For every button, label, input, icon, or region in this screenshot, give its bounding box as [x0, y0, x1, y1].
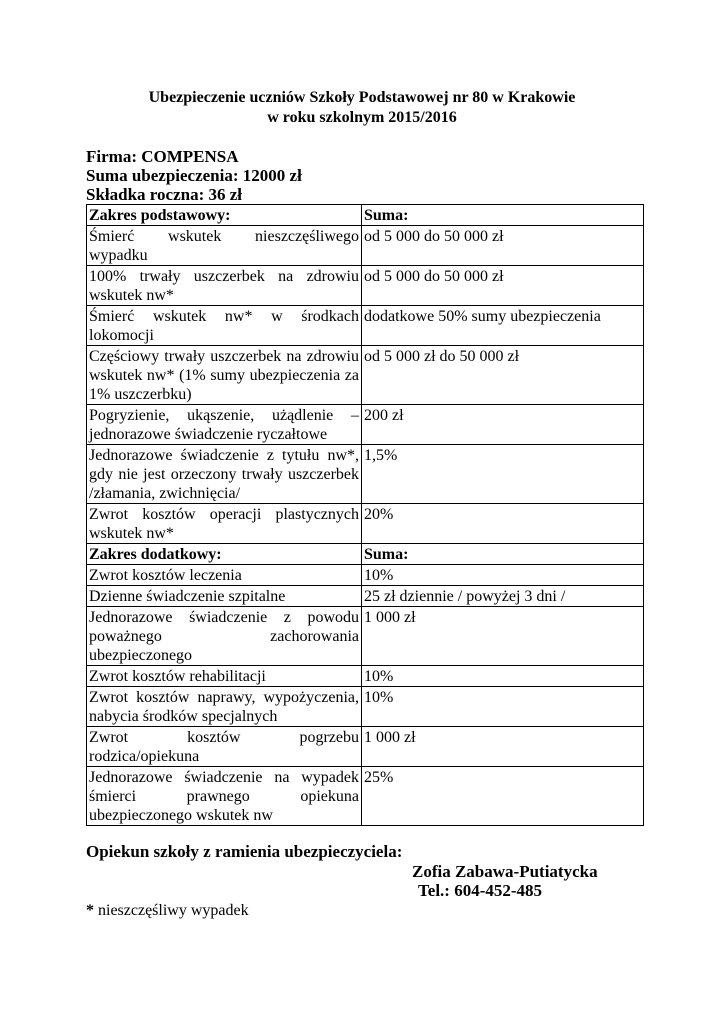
sum-cell: 1 000 zł: [362, 727, 644, 767]
coverage-table: [86, 204, 644, 826]
scope-cell: Zwrot kosztów operacji plastycznych wskutek nw*: [87, 504, 362, 544]
scope-cell: Zwrot kosztów leczenia: [87, 565, 362, 586]
table-row: [87, 607, 644, 666]
scope-cell: 100% trwały uszczerbek na zdrowiu wskutek nw*: [87, 266, 362, 306]
table-row: [87, 405, 644, 445]
sum-cell: 10%: [362, 565, 644, 586]
sum-cell: 20%: [362, 504, 644, 544]
table-row: [87, 306, 644, 346]
sum-cell: od 5 000 do 50 000 zł: [362, 226, 644, 266]
table-row: [87, 687, 644, 727]
extra-sum-header: Suma:: [362, 544, 644, 565]
table-row: [87, 266, 644, 306]
sum-cell: 10%: [362, 666, 644, 687]
insurer-name: Firma: COMPENSA: [86, 147, 239, 166]
scope-cell: Śmierć wskutek nw* w środkach lokomocji: [87, 306, 362, 346]
sum-cell: 10%: [362, 687, 644, 727]
scope-cell: Częściowy trwały uszczerbek na zdrowiu wskutek nw* (1% sumy ubezpieczenia za 1% uszczerbku): [87, 346, 362, 405]
sum-cell: dodatkowe 50% sumy ubezpieczenia: [362, 306, 644, 346]
insured-sum: Suma ubezpieczenia: 12000 zł: [86, 166, 302, 185]
scope-cell: Jednorazowe świadczenie z powodu poważnego zachorowania ubezpieczonego: [87, 607, 362, 666]
scope-cell: Zwrot kosztów pogrzebu rodzica/opiekuna: [87, 727, 362, 767]
guardian-name: Zofia Zabawa-Putiatycka: [412, 862, 598, 881]
scope-cell: Jednorazowe świadczenie z tytułu nw*, gdy nie jest orzeczony trwały uszczerbek /złamania, zwichnięcia/: [87, 445, 362, 504]
basic-scope-header: Zakres podstawowy:: [87, 205, 362, 226]
table-row: [87, 504, 644, 544]
table-row: [87, 586, 644, 607]
document-title-line2: w roku szkolnym 2015/2016: [267, 109, 457, 126]
sum-cell: 200 zł: [362, 405, 644, 445]
school-guardian-label: Opiekun szkoły z ramienia ubezpieczyciela:: [86, 842, 403, 861]
guardian-phone: Tel.: 604-452-485: [418, 881, 543, 900]
table-row: [87, 445, 644, 504]
sum-cell: 25%: [362, 767, 644, 826]
table-row: [87, 565, 644, 586]
sum-cell: 1 000 zł: [362, 607, 644, 666]
sum-cell: 1,5%: [362, 445, 644, 504]
extra-scope-header: Zakres dodatkowy:: [87, 544, 362, 565]
scope-cell: Pogryzienie, ukąszenie, użądlenie – jednorazowe świadczenie ryczałtowe: [87, 405, 362, 445]
footnote: [86, 901, 249, 921]
basic-sum-header: Suma:: [362, 205, 644, 226]
table-row: [87, 346, 644, 405]
sum-cell: od 5 000 zł do 50 000 zł: [362, 346, 644, 405]
table-row: [87, 666, 644, 687]
scope-cell: Dzienne świadczenie szpitalne: [87, 586, 362, 607]
scope-cell: Zwrot kosztów naprawy, wypożyczenia, nabycia środków specjalnych: [87, 687, 362, 727]
footnote-marker: *: [86, 902, 94, 919]
scope-cell: Jednorazowe świadczenie na wypadek śmierci prawnego opiekuna ubezpieczonego wskutek nw: [87, 767, 362, 826]
footnote-text: nieszczęśliwy wypadek: [94, 902, 249, 919]
scope-cell: Śmierć wskutek nieszczęśliwego wypadku: [87, 226, 362, 266]
table-row: [87, 727, 644, 767]
annual-premium: Składka roczna: 36 zł: [86, 185, 243, 204]
table-row: [87, 767, 644, 826]
extra-scope-header-row: [87, 544, 644, 565]
table-row: [87, 226, 644, 266]
sum-cell: 25 zł dziennie / powyżej 3 dni /: [362, 586, 644, 607]
sum-cell: od 5 000 do 50 000 zł: [362, 266, 644, 306]
basic-scope-header-row: [87, 205, 644, 226]
document-title-line1: Ubezpieczenie uczniów Szkoły Podstawowej nr 80 w Krakowie: [148, 89, 576, 106]
scope-cell: Zwrot kosztów rehabilitacji: [87, 666, 362, 687]
